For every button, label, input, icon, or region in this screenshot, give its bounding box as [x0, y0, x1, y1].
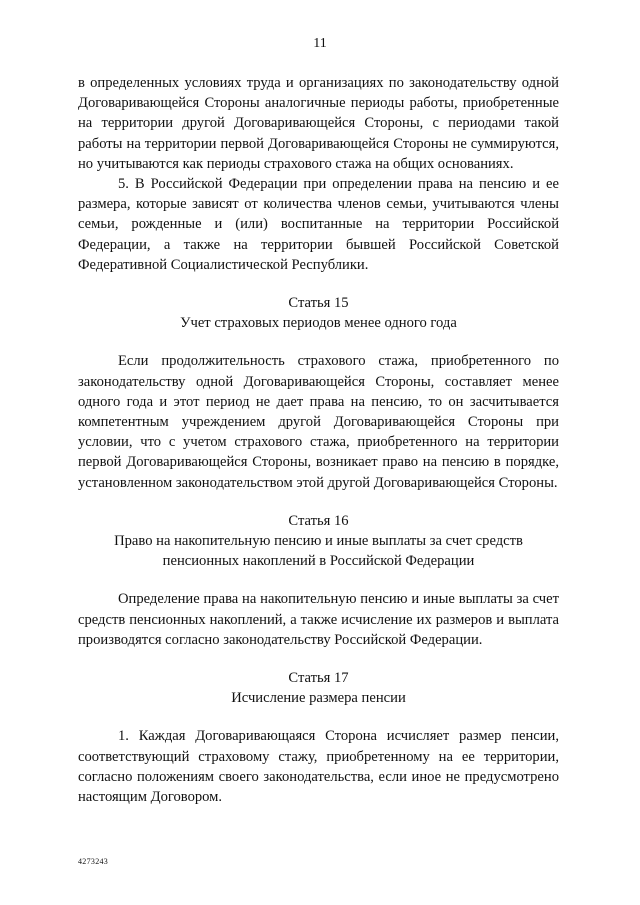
article-16-title-line-1: Право на накопительную пенсию и иные выплаты за счет средств [114, 533, 523, 550]
continuation-paragraph: в определенных условиях труда и организациях по законодательству одной Договаривающейся Стороны аналогичные периоды работы, приобретенные на территории другой Договаривающейся Стороны, с периодами такой работы на территории первой Договаривающейся Стороны не суммируются, но учитываются как периоды страхового стажа на общих основаниях. [78, 75, 559, 172]
article-16-heading [78, 511, 559, 572]
page-number: 11 [313, 36, 327, 51]
article-16-text: Определение права на накопительную пенсию и иные выплаты за счет средств пенсионных накоплений, а также исчисление их размеров и выплата производятся согласно законодательству Российской Федерации. [78, 591, 559, 648]
article-15-title: Учет страховых периодов менее одного года [180, 315, 457, 332]
article-16-number: Статья 16 [288, 512, 349, 529]
item-5-paragraph: 5. В Российской Федерации при определении права на пенсию и ее размера, которые зависят от количества членов семьи, учитываются члены семьи, рожденные и (или) воспитанные на территории Российской Федерации, а также на территории бывшей Российской Советской Федеративной Социалистической Республики. [78, 176, 559, 273]
article-17-text: 1. Каждая Договаривающаяся Сторона исчисляет размер пенсии, соответствующий страховому стажу, приобретенному на ее территории, согласно положениям своего законодательства, если иное не предусмотрено настоящим Договором. [78, 728, 559, 806]
document-body [78, 73, 559, 807]
article-17-number: Статья 17 [288, 670, 349, 687]
article-15-number: Статья 15 [288, 295, 349, 312]
article-15-heading [78, 293, 559, 333]
article-17-title: Исчисление размера пенсии [231, 690, 406, 707]
article-17-heading [78, 668, 559, 708]
document-code: 4273243 [78, 857, 109, 866]
article-16-title-line-2: пенсионных накоплений в Российской Федерации [162, 553, 475, 570]
article-15-text: Если продолжительность страхового стажа, приобретенного по законодательству одной Договаривающейся Стороны, составляет менее одного года и этот период не дает права на пенсию, то он засчитывается компетентным учреждением другой Договаривающейся Стороны при условии, что с учетом страхового стажа, приобретенного на территории первой Договаривающейся Стороны, возникает право на пенсию в порядке, установленном законодательством этой другой Договаривающейся Стороны. [78, 353, 559, 491]
